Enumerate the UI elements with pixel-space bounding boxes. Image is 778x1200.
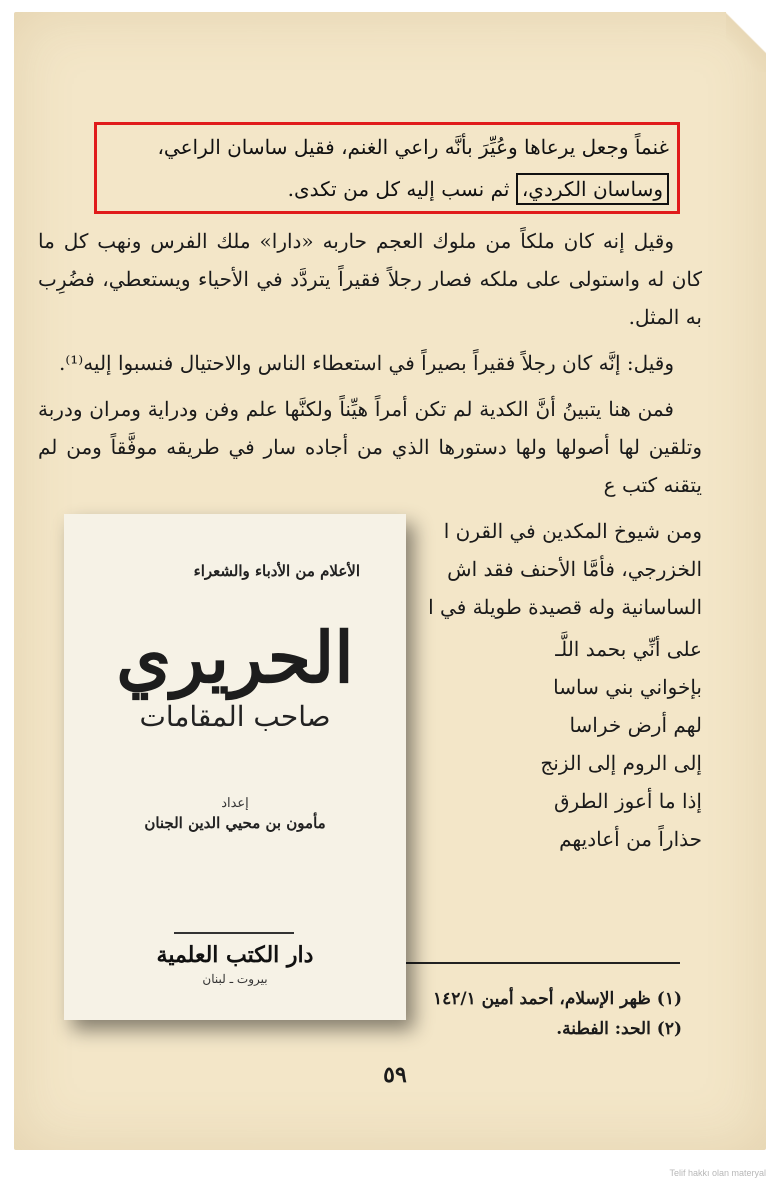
footnote: (١) ظهر الإسلام، أحمد أمين ١٤٢/١ (432, 989, 682, 1009)
paragraph: وقيل إنه كان ملكاً من ملوك العجم حاربه «دارا» ملك الفرس ونهب كل ما كان له واستولى على ملكه فصار رجلاً فقيراً يتردَّد في الأحياء ويستعطي، فضُرِب به المثل. (38, 229, 702, 329)
book-cover (64, 514, 406, 1020)
poem-line: بإخواني بني ساسا (553, 675, 702, 699)
cover-subtitle: صاحب المقامات (139, 700, 331, 733)
paragraph: الخزرجي، فأمَّا الأحنف فقد اش (447, 557, 702, 581)
cover-title: الحريري (116, 616, 354, 699)
poem-line: حذاراً من أعاديهم (559, 827, 702, 851)
highlight-line-1: غنماً وجعل يرعاها وعُيِّرَ بأنَّه راعي الغنم، فقيل ساسان الراعي، (157, 135, 669, 159)
cover-city: بيروت ـ لبنان (202, 972, 268, 986)
poem-line: إلى الروم إلى الزنج (540, 751, 702, 775)
page-number: ٥٩ (383, 1062, 407, 1088)
paragraph: ومن شيوخ المكدين في القرن ا (443, 519, 702, 543)
boxed-phrase: وساسان الكردي، (516, 173, 669, 205)
paragraph: الساسانية وله قصيدة طويلة في ا (428, 595, 702, 619)
footnote-rule (396, 962, 680, 964)
footnote: (٢) الحد: الفطنة. (556, 1019, 682, 1039)
cover-series: الأعلام من الأدباء والشعراء (193, 562, 360, 580)
cover-divider (174, 932, 294, 934)
cover-publisher: دار الكتب العلمية (156, 942, 314, 968)
poem-line: لهم أرض خراسا (569, 713, 702, 737)
cover-author: مأمون بن محيي الدين الجنان (144, 814, 326, 832)
footnotes (433, 984, 682, 1044)
watermark: Telif hakkı olan materyal (669, 1168, 766, 1178)
poem-line: على أنِّي بحمد اللَّـ (555, 637, 702, 661)
highlight-line-2 (288, 173, 669, 205)
poem-line: إذا ما أعوز الطرق (554, 789, 702, 813)
highlight-box (94, 122, 680, 214)
paragraph: فمن هنا يتبينُ أنَّ الكدية لم تكن أمراً هيِّناً ولكنَّها علم وفن ودراية ومران ودربة وتلقين لها أصولها ولها دستورها الذي من أجاده سار في طريقه موفَّقاً ومن لم يتقنه كتب ع (38, 397, 702, 497)
paragraph: وقيل: إنَّه كان رجلاً فقيراً بصيراً في استعطاء الناس والاحتيال فنسبوا إليه⁽¹⁾. (58, 351, 674, 375)
cover-prepared-by: إعداد (221, 796, 249, 811)
highlight-line-2-rest: ثم نسب إليه كل من تكدى. (287, 177, 510, 201)
